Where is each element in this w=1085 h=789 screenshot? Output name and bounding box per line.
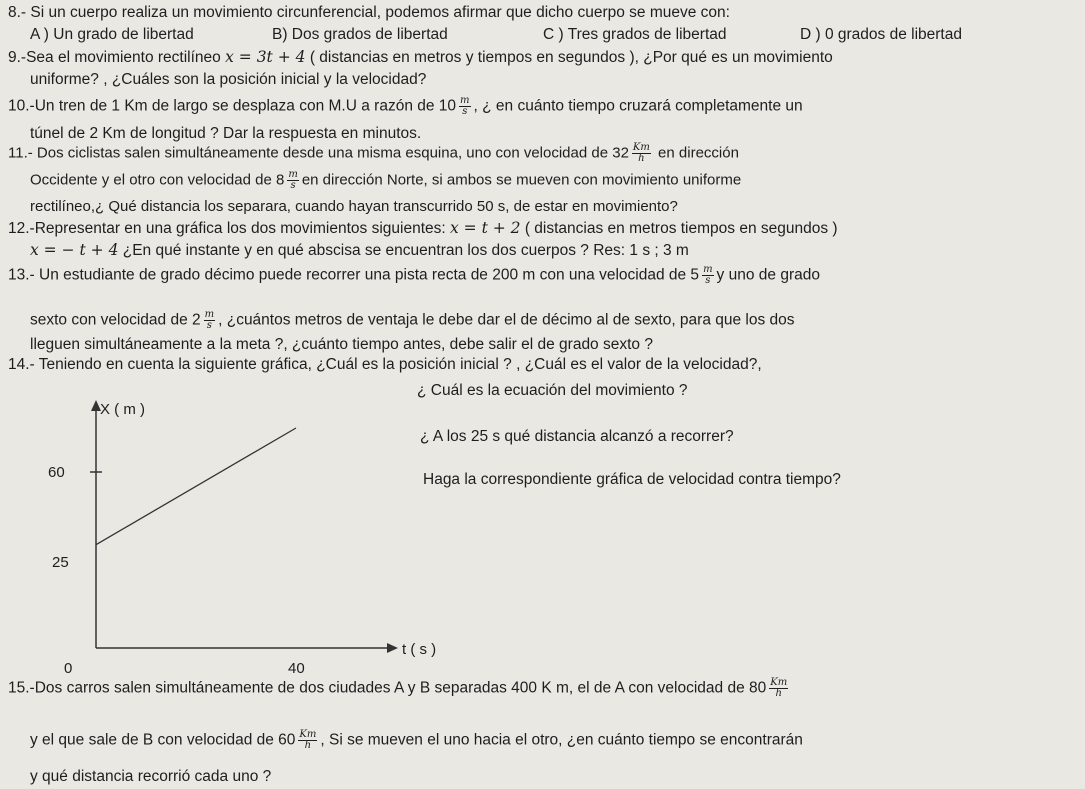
- q8-option-c: C ) Tres grados de libertad: [543, 26, 727, 43]
- q11-unit-ms: $\frac{m}{s}$: [288, 169, 298, 191]
- q8-option-a: A ) Un grado de libertad: [30, 26, 194, 43]
- x-axis-arrow: [387, 643, 398, 653]
- q15-line3: y qué distancia recorrió cada uno ?: [30, 768, 272, 785]
- q11-unit-kmh: $\frac{Km}{h}$: [632, 142, 650, 164]
- q11-line3: rectilíneo,¿ Qué distancia los separara, cuando hayan transcurrido 50 s, de estar en movimiento?: [30, 198, 678, 215]
- q12-equation1: x = t + 2: [450, 219, 521, 237]
- q15-line1: 15.-Dos carros salen simultáneamente de dos ciudades A y B separadas 400 K m, el de A con velocidad de 80 $\frac{Km}{h}$: [8, 677, 788, 699]
- q14-question-distance: ¿ A los 25 s qué distancia alcanzó a recorrer?: [420, 428, 734, 445]
- q14-question-equation: ¿ Cuál es la ecuación del movimiento ?: [417, 382, 688, 399]
- q14-line1: 14.- Teniendo en cuenta la siguiente gráfica, ¿Cuál es la posición inicial ? , ¿Cuál es el valor de la velocidad?,: [8, 356, 762, 373]
- q12-line1: 12.-Representar en una gráfica los dos movimientos siguientes: x = t + 2 ( distancias en metros tiempos en segundos ): [8, 219, 838, 237]
- x-axis-label: t ( s ): [402, 641, 437, 658]
- q15-unit-kmh-2: $\frac{Km}{h}$: [299, 729, 317, 751]
- q13-line3: lleguen simultáneamente a la meta ?, ¿cuánto tiempo antes, debe salir el de grado sexto ?: [30, 336, 653, 353]
- q12-line2: x = − t + 4 ¿En qué instante y en qué abscisa se encuentran los dos cuerpos ? Res: 1 s ; 3 m: [30, 241, 689, 259]
- q8-option-b: B) Dos grados de libertad: [272, 26, 448, 43]
- q13-unit-ms-1: $\frac{m}{s}$: [703, 264, 713, 286]
- q11-line1: 11.- Dos ciclistas salen simultáneamente desde una misma esquina, uno con velocidad de 32 $\frac{Km}{h}$ en dirección: [8, 142, 739, 164]
- q8-text: 8.- Si un cuerpo realiza un movimiento circunferencial, podemos afirmar que dicho cuerpo se mueve con:: [8, 4, 730, 21]
- y-axis-label: X ( m ): [100, 401, 145, 418]
- q9-equation: x = 3t + 4: [225, 48, 306, 66]
- data-line: [96, 428, 296, 545]
- x-tick-label-40: 40: [288, 660, 305, 677]
- y-tick-label-60: 60: [48, 464, 65, 481]
- x-tick-label-0: 0: [64, 660, 73, 677]
- q13-line2: sexto con velocidad de 2 $\frac{m}{s}$ , ¿cuántos metros de ventaja le debe dar el de décimo al de sexto, para que los dos: [30, 309, 795, 331]
- q14-question-graph: Haga la correspondiente gráfica de velocidad contra tiempo?: [423, 471, 841, 488]
- q15-unit-kmh-1: $\frac{Km}{h}$: [770, 677, 788, 699]
- q11-line2: Occidente y el otro con velocidad de 8 $\frac{m}{s}$ en dirección Norte, si ambos se mueven con movimiento uniforme: [30, 169, 742, 191]
- y-tick-label-25: 25: [52, 554, 69, 571]
- q9-line2: uniforme? , ¿Cuáles son la posición inicial y la velocidad?: [30, 71, 427, 88]
- q15-line2: y el que sale de B con velocidad de 60 $\frac{Km}{h}$ , Si se mueven el uno hacia el otro, ¿en cuánto tiempo se encontrarán: [30, 729, 803, 751]
- q10-unit-fraction: $\frac{m}{s}$: [460, 95, 470, 117]
- q10-line1: 10.-Un tren de 1 Km de largo se desplaza con M.U a razón de 10 $\frac{m}{s}$ , ¿ en cuánto tiempo cruzará completamente un: [8, 95, 803, 117]
- q13-line1: 13.- Un estudiante de grado décimo puede recorrer una pista recta de 200 m con una velocidad de 5 $\frac{m}{s}$ y uno de grado: [8, 264, 820, 286]
- q9-line1: 9.-Sea el movimiento rectilíneo x = 3t + 4 ( distancias en metros y tiempos en segundos ), ¿Por qué es un movimiento: [8, 48, 833, 66]
- q13-unit-ms-2: $\frac{m}{s}$: [204, 309, 215, 331]
- q12-equation2: x = − t + 4: [30, 241, 119, 259]
- q10-line2: túnel de 2 Km de longitud ? Dar la respuesta en minutos.: [30, 125, 422, 142]
- q8-option-d: D ) 0 grados de libertad: [800, 26, 962, 43]
